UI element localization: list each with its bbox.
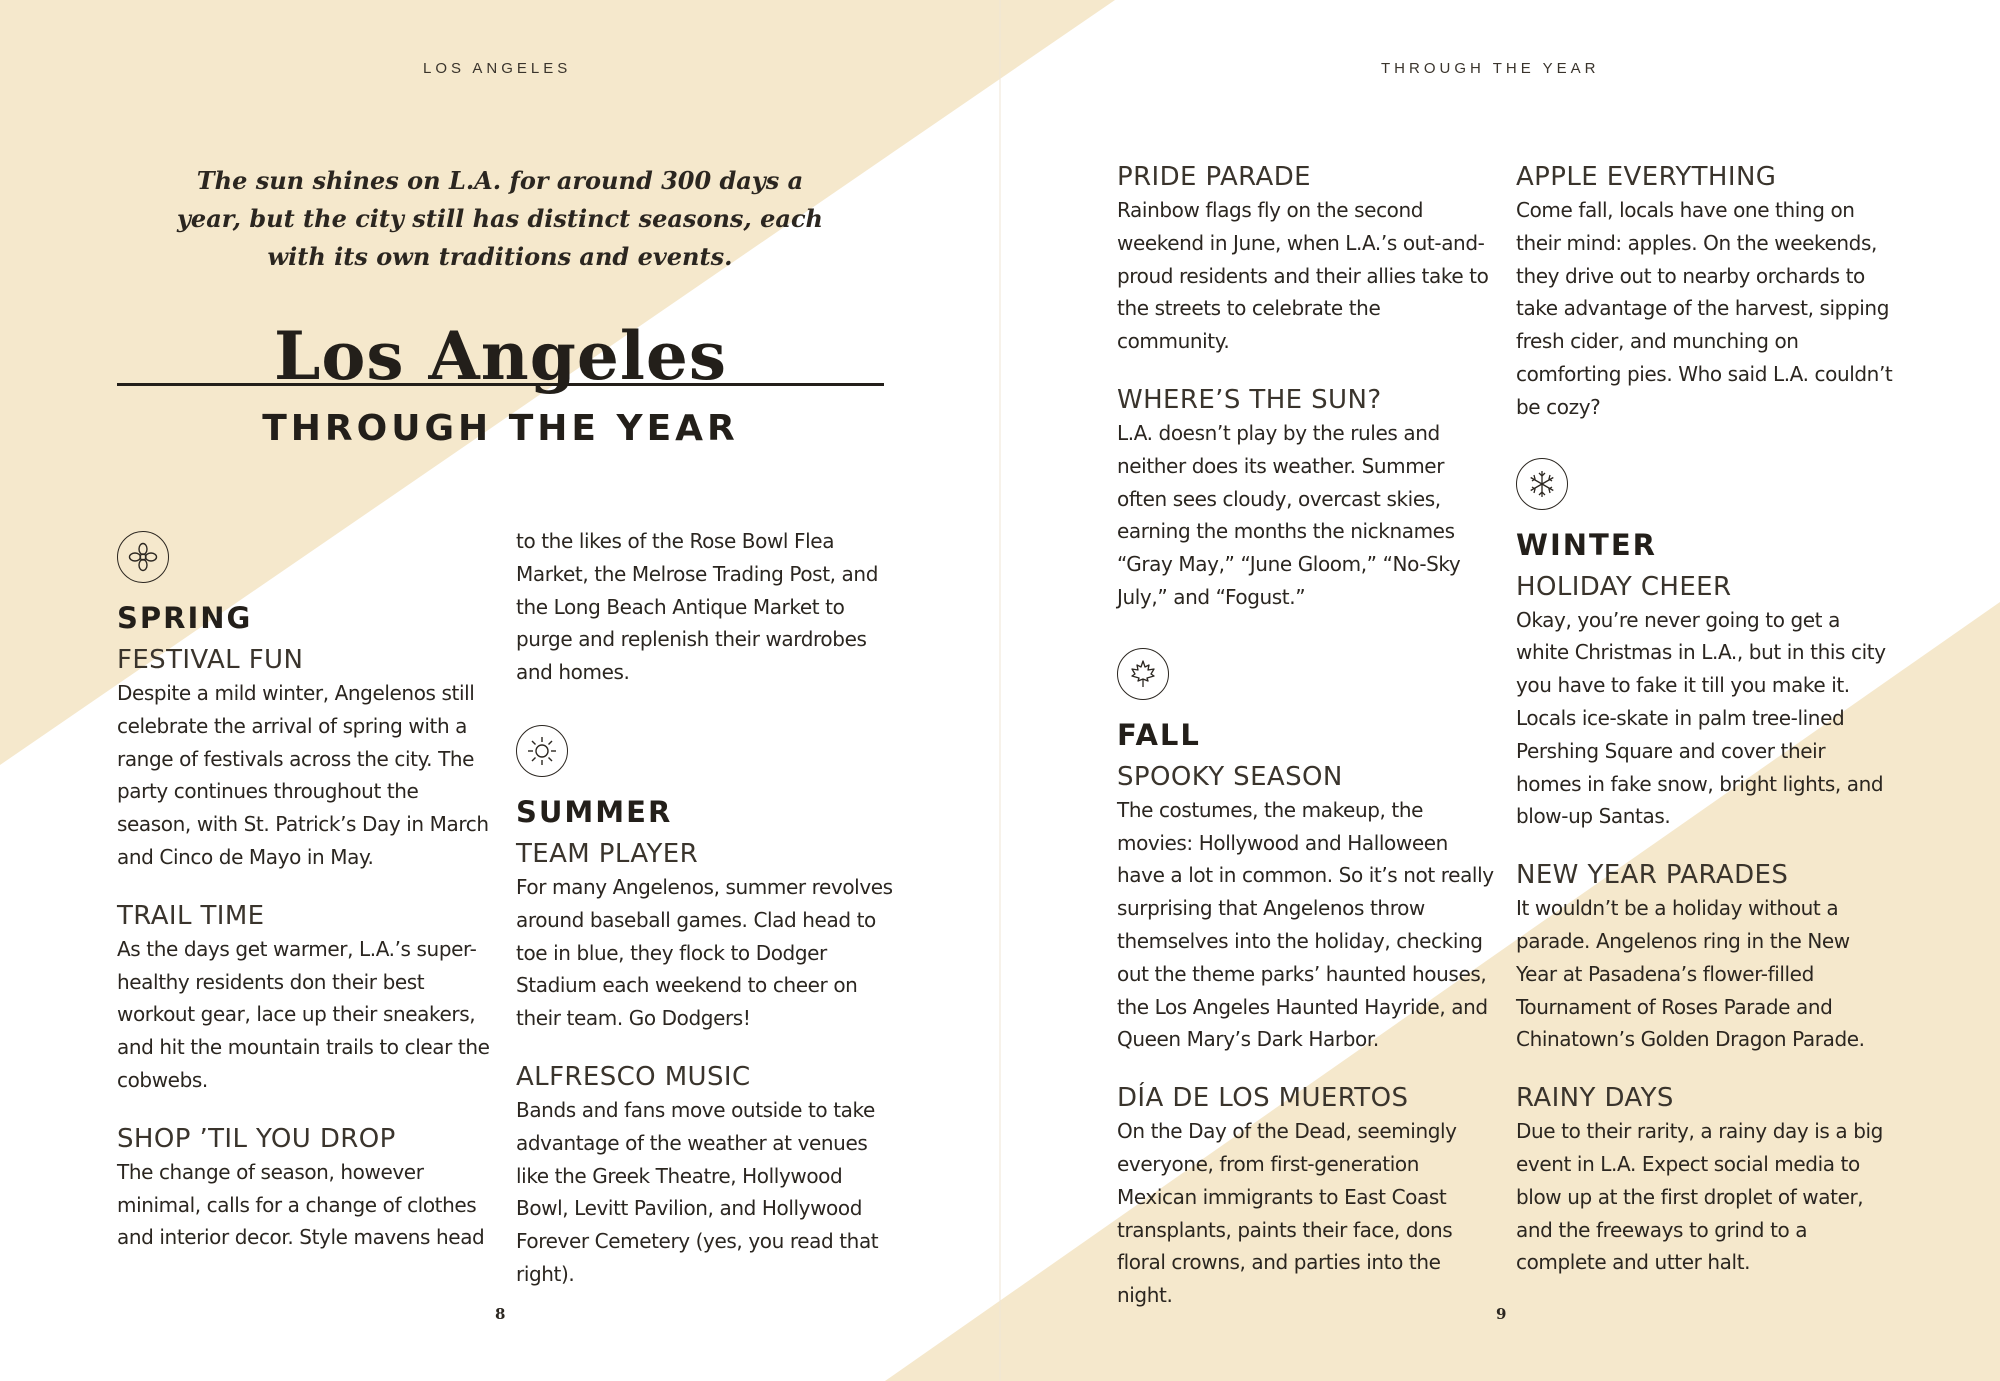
flower-icon <box>117 531 169 583</box>
page-number-right: 9 <box>1496 1305 1507 1323</box>
right-column-1 <box>1117 160 1497 1337</box>
winter-item <box>1516 570 1896 834</box>
winter-item <box>1516 1081 1896 1279</box>
spring-item-text: As the days get warmer, L.A.’s super-healthy residents don their best workout gear, lace up their sneakers, and hit the mountain trails to clear the cobwebs. <box>117 936 490 1092</box>
right-page <box>1000 0 2000 1381</box>
fall-item <box>1117 1081 1497 1312</box>
page-number-left: 8 <box>495 1305 506 1323</box>
summer-item <box>1117 383 1497 614</box>
summer-title: SUMMER <box>516 794 673 829</box>
fall-item <box>1117 760 1497 1056</box>
summer-item-heading: PRIDE PARADE <box>1117 162 1311 192</box>
fall-item-heading: DÍA DE LOS MUERTOS <box>1117 1083 1409 1114</box>
summer-item-text: For many Angelenos, summer revolves around baseball games. Clad head to toe in blue, they flock to Dodger Stadium each weekend to cheer on their team. Go Dodgers! <box>516 874 893 1031</box>
spring-item-text: The change of season, however minimal, calls for a change of clothes and interior decor. Style mavens head <box>117 1159 485 1250</box>
sun-icon <box>516 725 568 777</box>
summer-item-text: L.A. doesn’t play by the rules and neither does its weather. Summer often sees cloudy, overcast skies, earning the months the nicknames “Gray May,” “June Gloom,” “No-Sky July,” and “Fogust.” <box>1117 420 1461 609</box>
winter-item-heading: RAINY DAYS <box>1516 1083 1674 1114</box>
fall-item-text: On the Day of the Dead, seemingly everyone, from first-generation Mexican immigrants to East Coast transplants, paints their face, dons floral crowns, and parties into the night. <box>1117 1119 1457 1308</box>
summer-item <box>1117 160 1497 358</box>
spring-item <box>117 1122 497 1254</box>
winter-title: WINTER <box>1516 527 1657 562</box>
fall-item <box>1516 160 1896 424</box>
spring-item <box>117 643 497 874</box>
maple-leaf-icon <box>1117 648 1169 700</box>
summer-item-heading: WHERE’S THE SUN? <box>1117 384 1382 415</box>
spring-section <box>117 531 497 1279</box>
fall-item-text: The costumes, the makeup, the movies: Hollywood and Halloween have a lot in common. So it’s not really surprising that Angelenos throw themselves into the holiday, checking out the theme parks’ haunted houses, the Los Angeles Haunted Hayride, and Queen Mary’s Dark Harbor. <box>1117 797 1494 1052</box>
intro-text: The sun shines on L.A. for around 300 days a year, but the city still has distinct seasons, each with its own traditions and events. <box>176 166 824 271</box>
winter-item-text: It wouldn’t be a holiday without a parade. Angelenos ring in the New Year at Pasadena’s flower-filled Tournament of Roses Parade and Chinatown’s Golden Dragon Parade. <box>1516 896 1865 1052</box>
winter-item-heading: HOLIDAY CHEER <box>1516 571 1732 602</box>
shopping-continuation-text: to the likes of the Rose Bowl Flea Market, the Melrose Trading Post, and the Long Beach Antique Market to purge and replenish their wardrobes and homes. <box>516 529 878 685</box>
spring-item-heading: FESTIVAL FUN <box>117 645 304 675</box>
right-column-2 <box>1516 160 1896 1304</box>
summer-item <box>516 1060 896 1291</box>
winter-item-heading: NEW YEAR PARADES <box>1516 860 1789 891</box>
fall-item-heading: SPOOKY SEASON <box>1117 761 1343 792</box>
subtitle: THROUGH THE YEAR <box>262 408 739 449</box>
spring-item-heading: SHOP ’TIL YOU DROP <box>117 1123 396 1154</box>
fall-title: FALL <box>1117 717 1201 752</box>
summer-item-text: Rainbow flags fly on the second weekend in June, when L.A.’s out-and-proud residents and their allies take to the streets to celebrate the community. <box>1117 198 1489 354</box>
spring-item-text: Despite a mild winter, Angelenos still celebrate the arrival of spring with a range of festivals across the city. The party continues throughout the season, with St. Patrick’s Day in March and Cinco de Mayo in May. <box>117 681 489 869</box>
fall-item-heading: APPLE EVERYTHING <box>1516 162 1777 192</box>
spring-title: SPRING <box>117 601 253 635</box>
winter-item <box>1516 858 1896 1056</box>
winter-item-text: Okay, you’re never going to get a white Christmas in L.A., but in this city you have to fake it till you make it. Locals ice-skate in palm tree-lined Pershing Square and cover their homes in fake snow, bright lights, and blow-up Santas. <box>1516 607 1886 829</box>
running-head-left: LOS ANGELES <box>423 60 572 77</box>
spring-item <box>117 899 497 1097</box>
title-text: Los Angeles <box>273 317 728 395</box>
fall-item-text: Come fall, locals have one thing on their mind: apples. On the weekends, they drive out to nearby orchards to take advantage of the harvest, sipping fresh cider, and munching on comforting pies. Who said L.A. couldn’t be cozy? <box>1516 198 1893 419</box>
left-column-2 <box>516 525 896 1316</box>
spring-item-heading: TRAIL TIME <box>117 900 265 931</box>
running-head-right: THROUGH THE YEAR <box>1381 60 1600 77</box>
summer-item-heading: ALFRESCO MUSIC <box>516 1061 751 1092</box>
winter-item-text: Due to their rarity, a rainy day is a big event in L.A. Expect social media to blow up at the first droplet of water, and the freeways to grind to a complete and utter halt. <box>1516 1119 1883 1275</box>
summer-item <box>516 837 896 1035</box>
summer-item-heading: TEAM PLAYER <box>516 838 699 869</box>
main-title <box>117 317 884 395</box>
summer-item-text: Bands and fans move outside to take advantage of the weather at venues like the Greek Theatre, Hollywood Bowl, Levitt Pavilion, and Hollywood Forever Cemetery (yes, you read that right). <box>516 1097 879 1286</box>
snowflake-icon <box>1516 458 1568 510</box>
